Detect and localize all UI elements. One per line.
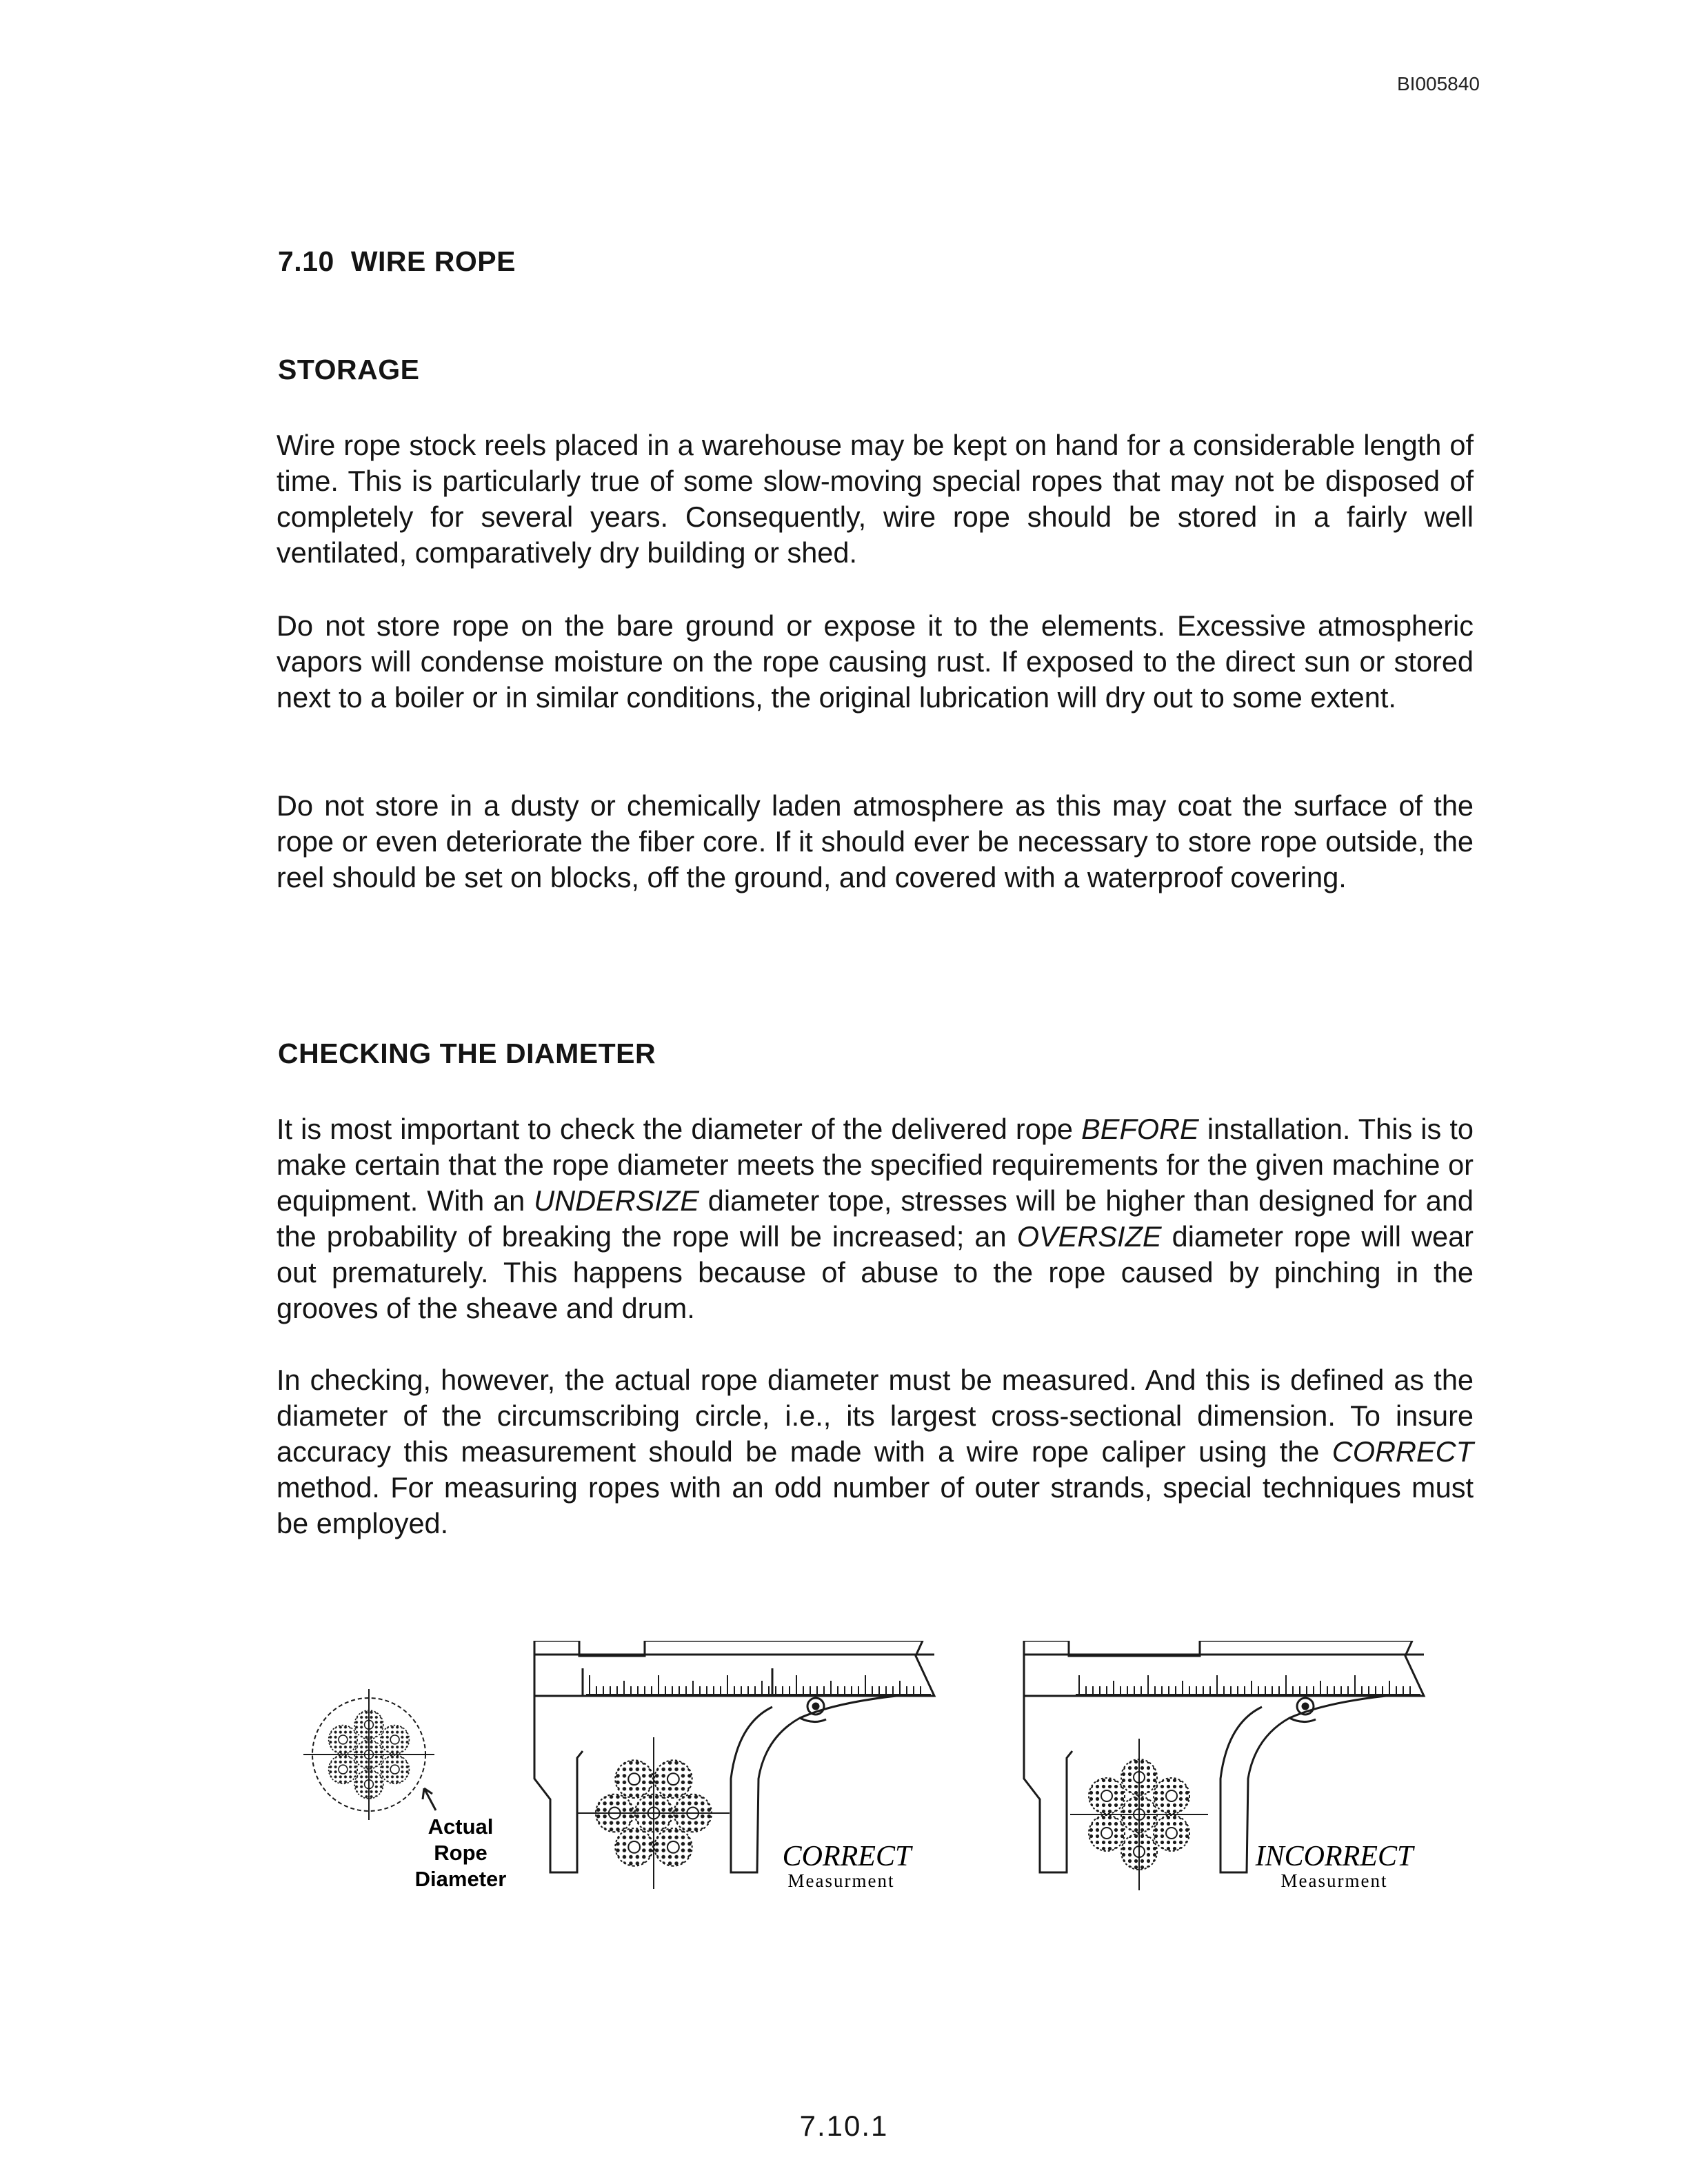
caliper-correct: [534, 1641, 934, 1872]
section-number: 7.10: [278, 245, 334, 277]
correct-label: CORRECT: [782, 1841, 912, 1872]
emphasis-correct: CORRECT: [1332, 1435, 1474, 1468]
diameter-heading: CHECKING THE DIAMETER: [278, 1038, 656, 1069]
rope-label-actual: Actual: [428, 1814, 494, 1839]
caliper-incorrect-scale: [1076, 1675, 1420, 1695]
emphasis-oversize: OVERSIZE: [1016, 1220, 1162, 1253]
storage-paragraph-2: Do not store rope on the bare ground or expose it to the elements. Excessive atmospheric vapors will condense moisture on the rope causing rust. If exposed to the direct sun or stored next to a boiler or in similar conditions, the original lubrication will dry out to some extent.: [277, 609, 1474, 714]
rope-label-diameter: Diameter: [414, 1867, 507, 1891]
incorrect-label: INCORRECT: [1255, 1841, 1414, 1872]
rope-in-correct-caliper: [578, 1737, 730, 1889]
rope-cross-section: [303, 1689, 434, 1820]
caliper-measurement-figure: [290, 1641, 1462, 1917]
rope-in-incorrect-caliper: [1070, 1739, 1208, 1890]
section-name: WIRE ROPE: [350, 245, 516, 277]
storage-heading: STORAGE: [278, 354, 420, 385]
emphasis-undersize: UNDERSIZE: [534, 1184, 699, 1217]
caliper-correct-scale: [586, 1675, 931, 1695]
diameter-paragraph-2: In checking, however, the actual rope diameter must be measured. And this is defined as the diameter of the circumscribing circle, i.e., its largest cross-sectional dimension. To insure accuracy this measurement should be made with a wire rope caliper using the CORRECT method. For measuring ropes with an odd number of outer strands, special techniques must be employed.: [277, 1364, 1474, 1539]
emphasis-before: BEFORE: [1081, 1113, 1199, 1145]
page-number: 7.10.1: [799, 2110, 889, 2142]
storage-paragraph-1: Wire rope stock reels placed in a warehouse may be kept on hand for a considerable length of time. This is particularly true of some slow-moving special ropes that may not be disposed of completely for several years. Consequently, wire rope should be stored in a fairly well ventilated, comparatively dry building or shed.: [277, 429, 1474, 569]
caliper-incorrect: [1024, 1641, 1424, 1872]
rope-label-rope: Rope: [434, 1841, 488, 1865]
diameter-paragraph-1: It is most important to check the diameter of the delivered rope BEFORE installation. This is to make certain that the rope diameter meets the specified requirements for the given machine or equipment. With an UNDERSIZE diameter tope, stresses will be higher than designed for and the probability of breaking the rope will be increased; an OVERSIZE diameter rope will wear out prematurely. This happens because of abuse to the rope caused by pinching in the grooves of the sheave and drum.: [277, 1113, 1474, 1324]
incorrect-sublabel: Measurment: [1280, 1870, 1388, 1891]
storage-paragraph-3: Do not store in a dusty or chemically laden atmosphere as this may coat the surface of the rope or even deteriorate the fiber core. If it should ever be necessary to store rope outside, the reel should be set on blocks, off the ground, and covered with a waterproof covering.: [277, 789, 1474, 893]
correct-sublabel: Measurment: [787, 1870, 895, 1891]
document-id: BI005840: [1397, 73, 1480, 94]
section-title: [278, 245, 516, 278]
pointer-arrow: [423, 1788, 436, 1810]
